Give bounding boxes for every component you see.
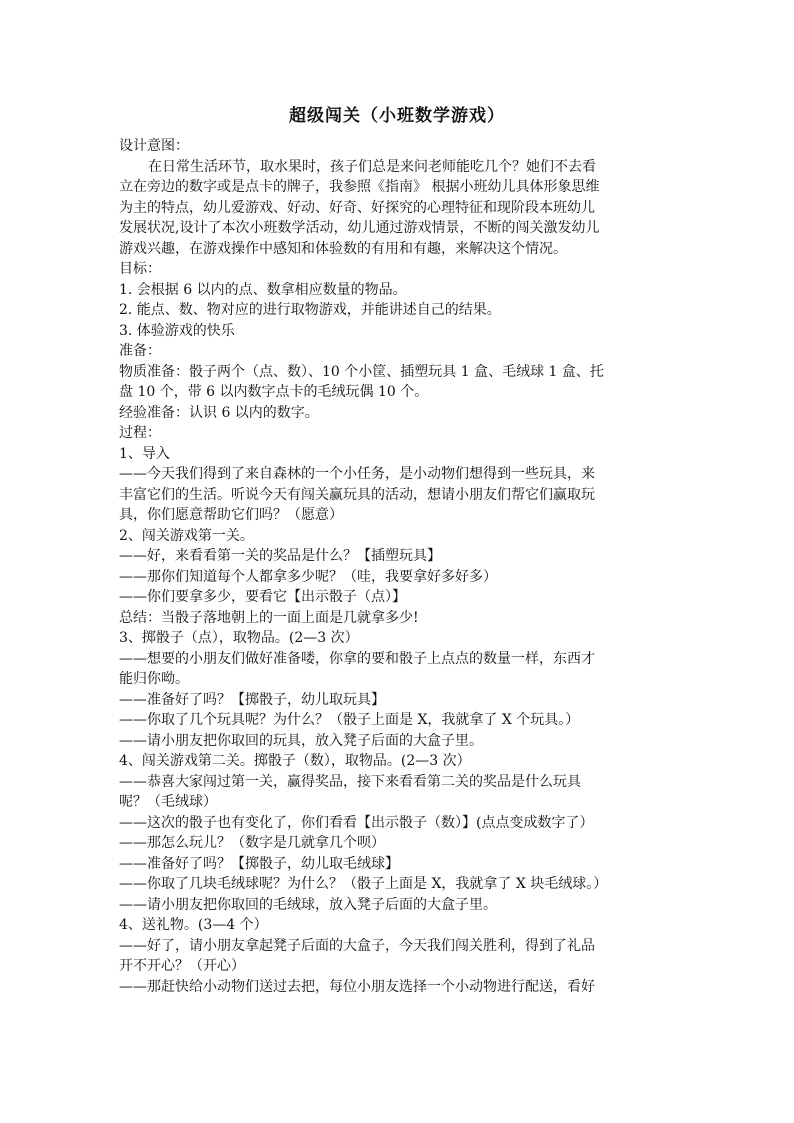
paragraph-line: 呢？（毛绒球） — [119, 794, 217, 810]
paragraph-line: ——想要的小朋友们做好准备喽，你拿的要和骰子上点点的数量一样，东西才 — [119, 650, 595, 667]
paragraph-line: ——你取了几个玩具呢？为什么？（骰子上面是 X，我就拿了 X 个玩具。） — [119, 712, 580, 728]
paragraph-line: ——好，来看看第一关的奖品是什么？【插塑玩具】 — [119, 548, 441, 564]
paragraph-line: ——今天我们得到了来自森林的一个小任务，是小动物们想得到一些玩具，来 — [119, 466, 595, 482]
paragraph-line: ——请小朋友把你取回的玩具，放入凳子后面的大盒子里。 — [119, 732, 483, 749]
paragraph-line: ——那你们知道每个人都拿多少呢？（哇，我要拿好多好多） — [119, 568, 497, 585]
paragraph-line: 物质准备：骰子两个（点、数）、10 个小筐、插塑玩具 1 盒、毛绒球 1 盒、托 — [119, 363, 604, 380]
paragraph-line: ——你们要拿多少，要看它【出示骰子（点）】 — [119, 589, 406, 605]
step-heading: 2、闯关游戏第一关。 — [119, 527, 254, 544]
paragraph-line: ——好了，请小朋友拿起凳子后面的大盒子，今天我们闯关胜利，得到了礼品 — [119, 937, 595, 954]
paragraph-line: 为主的特点，幼儿爱游戏、好动、好奇、好探究的心理特征和现阶段本班幼儿 — [119, 199, 595, 216]
section-heading: 设计意图： — [119, 138, 189, 154]
paragraph-line: ——恭喜大家闯过第一关，赢得奖品，接下来看看第二关的奖品是什么玩具 — [119, 773, 581, 790]
section-heading: 目标： — [119, 261, 161, 277]
goal-item: 3. 体验游戏的快乐 — [119, 322, 235, 339]
paragraph-line: 发展状况,设计了本次小班数学活动，幼儿通过游戏情景，不断的闯关激发幼儿 — [119, 220, 600, 236]
paragraph-line: ——请小朋友把你取回的毛绒球，放入凳子后面的大盒子里。 — [119, 896, 497, 913]
paragraph-line: ——这次的骰子也有变化了，你们看看【出示骰子（数）】(点点变成数字了） — [119, 814, 594, 831]
paragraph-line: 立在旁边的数字或是点卡的牌子，我参照《指南》 根据小班幼儿具体形象思维 — [119, 179, 600, 195]
paragraph-line: ——你取了几块毛绒球呢？为什么？（骰子上面是 X，我就拿了 X 块毛绒球。） — [119, 876, 608, 892]
section-heading: 过程： — [119, 425, 161, 441]
step-heading: 4、闯关游戏第二关。掷骰子（数），取物品。(2—3 次） — [119, 753, 471, 769]
step-heading: 4、送礼物。(3—4 个） — [119, 917, 268, 933]
paragraph-line: 开不开心？（开心） — [119, 958, 245, 974]
paragraph-line: ——那怎么玩儿？（数字是几就拿几个呗） — [119, 835, 385, 851]
goal-item: 1. 会根据 6 以内的点、数拿相应数量的物品。 — [119, 281, 407, 298]
section-heading: 准备： — [119, 343, 161, 359]
paragraph-line: ——准备好了吗？【掷骰子，幼儿取玩具】 — [119, 691, 385, 708]
step-heading: 3、掷骰子（点），取物品。(2—3 次） — [119, 630, 359, 646]
document-title: 超级闯关（小班数学游戏） — [289, 106, 505, 126]
goal-item: 2. 能点、数、物对应的进行取物游戏，并能讲述自己的结果。 — [119, 302, 501, 318]
paragraph-line: 游戏兴趣，在游戏操作中感知和体验数的有用和有趣，来解决这个情况。 — [119, 240, 567, 257]
document-body — [119, 136, 679, 997]
paragraph-line: 能归你呦。 — [119, 671, 189, 687]
paragraph-line: 经验准备：认识 6 以内的数字。 — [119, 404, 319, 421]
paragraph-line: 总结：当骰子落地朝上的一面上面是几就拿多少! — [119, 609, 419, 626]
paragraph-line: 在日常生活环节，取水果时，孩子们总是来问老师能吃几个？她们不去看 — [148, 158, 596, 175]
paragraph-line: 丰富它们的生活。听说今天有闯关赢玩具的活动，想请小朋友们帮它们赢取玩 — [119, 486, 595, 503]
paragraph-line: ——那赶快给小动物们送过去把，每位小朋友选择一个小动物进行配送，看好 — [119, 978, 595, 995]
paragraph-line: 具，你们愿意帮助它们吗？（愿意） — [119, 507, 343, 523]
paragraph-line: ——准备好了吗？【掷骰子，幼儿取毛绒球】 — [119, 855, 399, 872]
step-heading: 1、导入 — [119, 445, 170, 462]
paragraph-line: 盘 10 个，带 6 以内数字点卡的毛绒玩偶 10 个。 — [119, 384, 429, 400]
